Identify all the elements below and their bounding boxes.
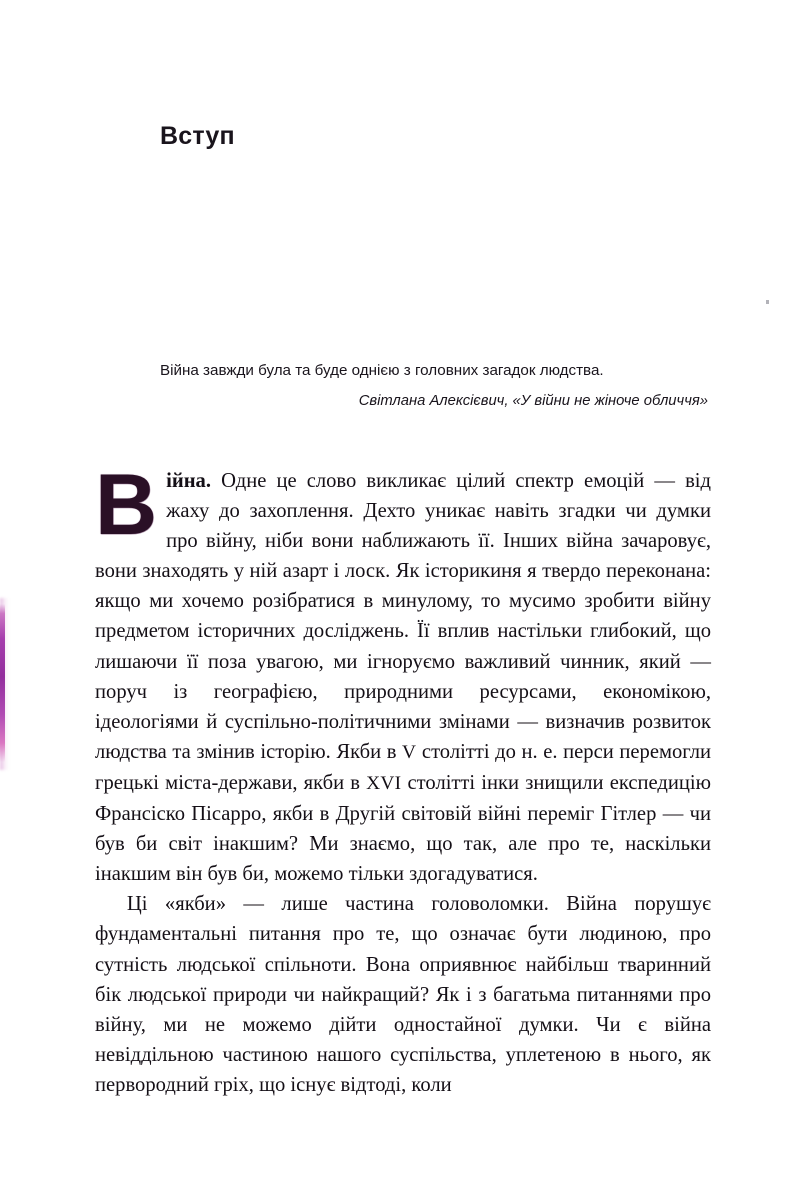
- paragraph-1-text-part-3: столітті інки знищили експедицію Франсіско Пісарро, якби в Другій світовій війні переміг Гітлер — чи був би світ інакшим? Ми знаємо, що так, але про те, наскільки інакшим він був би, можемо тільки здогадуватися.: [95, 771, 711, 886]
- lead-bold-word: ійна.: [166, 470, 212, 492]
- body-copy: [95, 457, 711, 1100]
- left-edge-bleed-strip: [0, 604, 5, 762]
- roman-numeral-xvi: XVI: [366, 772, 402, 794]
- page-title: Вступ: [160, 121, 235, 150]
- roman-numeral-v: V: [402, 741, 417, 763]
- paragraph-1-text-part-1: Одне це слово викликає цілий спектр емоцій — від жаху до захоплення. Дехто уникає навіть згадки чи думки про війну, ніби вони наближають її. Інших війна зачаровує, вони знаходять у ній азарт і лоск. Як історикиня я твердо переконана: якщо ми хочемо розібратися в минулому, то мусимо зробити війну предметом історичних досліджень. Її вплив настільки глибокий, що лишаючи її поза увагою, ми ігноруємо важливий чинник, який — поруч із географією, природними ресурсами, економікою, ідеологіями й суспільно-політичними змінами — визначив розвиток людства та змінив історію. Якби в: [95, 470, 711, 763]
- paragraph-1: [95, 457, 711, 889]
- print-speck-artifact: [766, 300, 769, 304]
- epigraph-quote: Війна завжди була та буде однією з головних загадок людства.: [160, 362, 604, 379]
- epigraph-source: Світлана Алексієвич, «У війни не жіноче обличчя»: [358, 393, 708, 409]
- drop-cap: В: [95, 457, 158, 553]
- paragraph-2: Ці «якби» — лише частина головоломки. Війна порушує фундаментальні питання про те, що означає бути людиною, про сутність людської спільноти. Вона оприявнює найбільш тваринний бік людської природи чи найкращий? Як і з багатьма питаннями про війну, ми не можемо дійти одностайної думки. Чи є війна невіддільною частиною нашого суспільства, уплетеною в нього, як первородний гріх, що існує відтоді, коли: [95, 893, 711, 1096]
- paragraph-1-text-part-2: столітті до н. е. перси перемогли грецькі міста-держави, якби в: [95, 740, 711, 794]
- epigraph: [160, 360, 708, 412]
